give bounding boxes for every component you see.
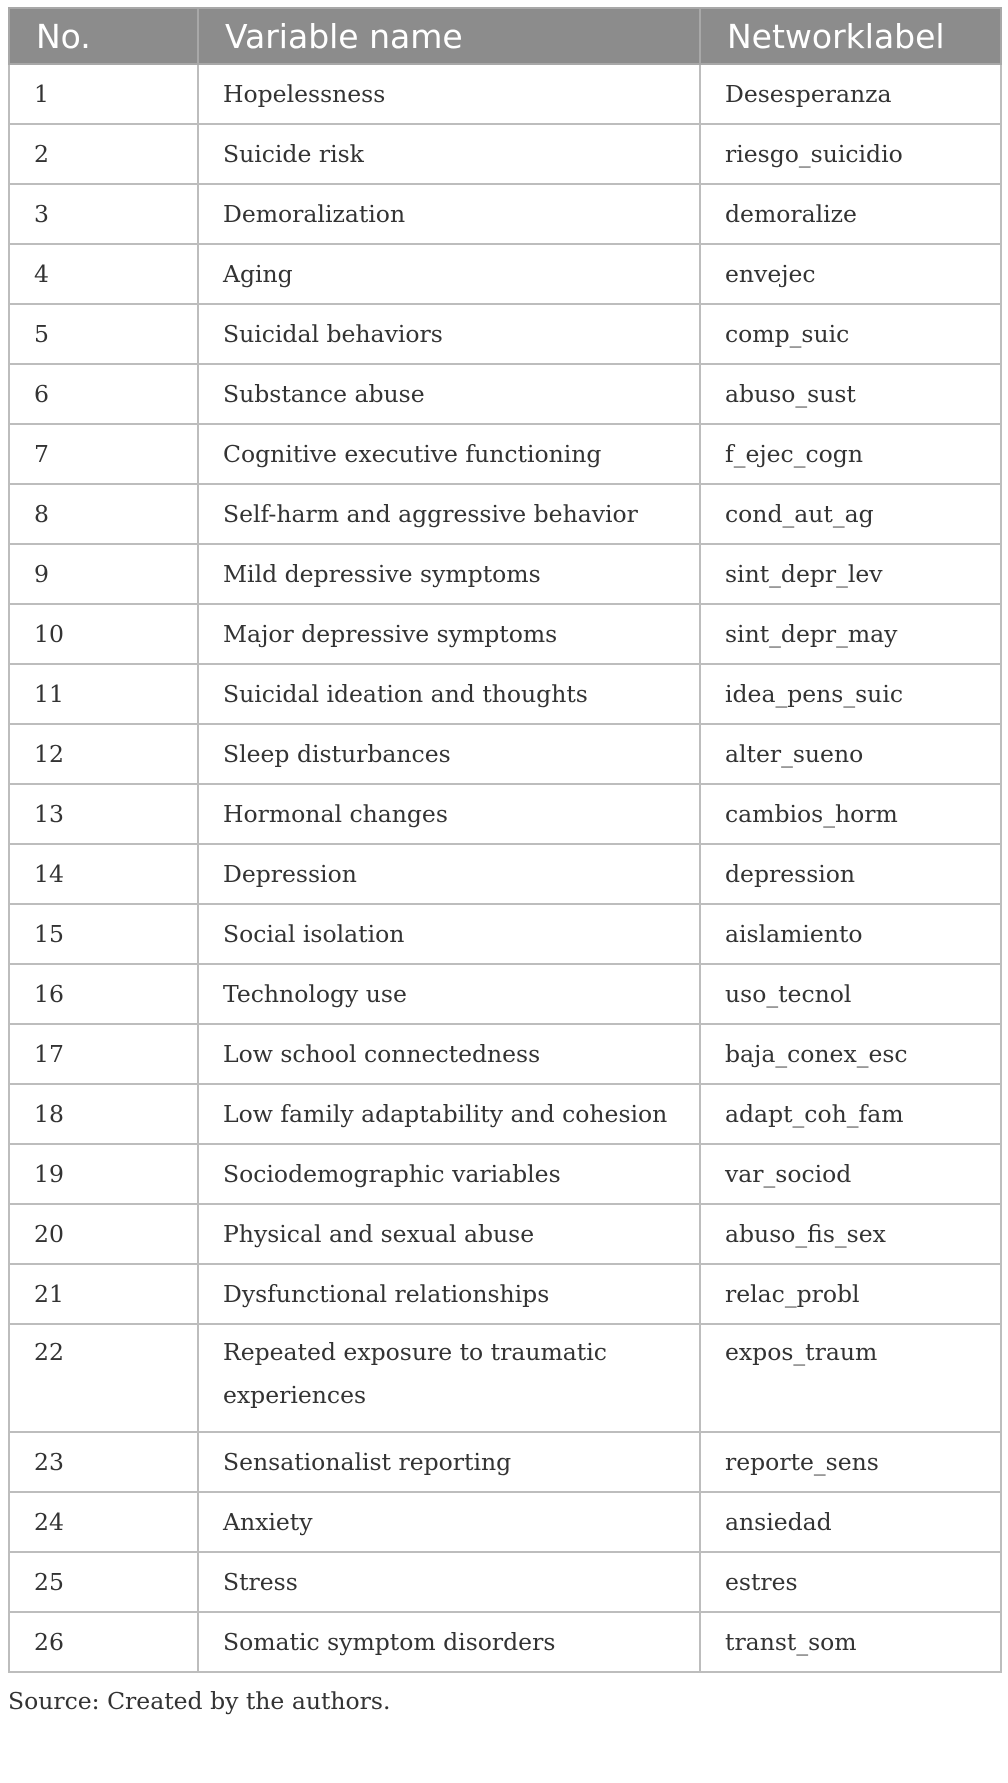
cell-no: 11	[9, 664, 198, 724]
cell-no: 20	[9, 1204, 198, 1264]
table-body	[9, 64, 1001, 1672]
cell-no: 7	[9, 424, 198, 484]
cell-no: 12	[9, 724, 198, 784]
cell-variable-name: Sociodemographic variables	[198, 1144, 700, 1204]
cell-variable-name: Suicide risk	[198, 124, 700, 184]
table-row	[9, 784, 1001, 844]
cell-no: 16	[9, 964, 198, 1024]
cell-no: 13	[9, 784, 198, 844]
cell-no: 21	[9, 1264, 198, 1324]
cell-no: 4	[9, 244, 198, 304]
cell-network-label: relac_probl	[700, 1264, 1001, 1324]
cell-variable-name: Sleep disturbances	[198, 724, 700, 784]
cell-no: 24	[9, 1492, 198, 1552]
cell-variable-name: Physical and sexual abuse	[198, 1204, 700, 1264]
table-row	[9, 724, 1001, 784]
table-row	[9, 1024, 1001, 1084]
table-row	[9, 184, 1001, 244]
cell-network-label: f_ejec_cogn	[700, 424, 1001, 484]
cell-variable-name: Self-harm and aggressive behavior	[198, 484, 700, 544]
cell-variable-name: Cognitive executive functioning	[198, 424, 700, 484]
cell-no: 15	[9, 904, 198, 964]
cell-network-label: estres	[700, 1552, 1001, 1612]
table-row	[9, 1552, 1001, 1612]
cell-variable-name: Demoralization	[198, 184, 700, 244]
cell-network-label: baja_conex_esc	[700, 1024, 1001, 1084]
cell-network-label: ansiedad	[700, 1492, 1001, 1552]
cell-no: 2	[9, 124, 198, 184]
cell-no: 6	[9, 364, 198, 424]
cell-variable-name: Substance abuse	[198, 364, 700, 424]
table-row	[9, 544, 1001, 604]
table-row	[9, 664, 1001, 724]
cell-network-label: abuso_fis_sex	[700, 1204, 1001, 1264]
cell-variable-name: Technology use	[198, 964, 700, 1024]
cell-network-label: demoralize	[700, 184, 1001, 244]
cell-no: 18	[9, 1084, 198, 1144]
source-note: Source: Created by the authors.	[8, 1687, 391, 1715]
table-row	[9, 1612, 1001, 1672]
cell-no: 25	[9, 1552, 198, 1612]
table-row	[9, 64, 1001, 124]
table-row	[9, 1324, 1001, 1432]
cell-network-label: adapt_coh_fam	[700, 1084, 1001, 1144]
table-row	[9, 1492, 1001, 1552]
cell-network-label: aislamiento	[700, 904, 1001, 964]
cell-no: 22	[9, 1324, 198, 1432]
table-row	[9, 1264, 1001, 1324]
variables-table	[8, 7, 1002, 1673]
cell-no: 14	[9, 844, 198, 904]
cell-network-label: sint_depr_may	[700, 604, 1001, 664]
cell-network-label: expos_traum	[700, 1324, 1001, 1432]
cell-variable-name: Low family adaptability and cohesion	[198, 1084, 700, 1144]
cell-variable-name: Social isolation	[198, 904, 700, 964]
cell-variable-name: Anxiety	[198, 1492, 700, 1552]
cell-variable-name: Somatic symptom disorders	[198, 1612, 700, 1672]
table-row	[9, 1432, 1001, 1492]
cell-variable-name: Dysfunctional relationships	[198, 1264, 700, 1324]
cell-no: 26	[9, 1612, 198, 1672]
cell-no: 8	[9, 484, 198, 544]
header-no: No.	[9, 8, 198, 64]
table-row	[9, 1084, 1001, 1144]
cell-network-label: idea_pens_suic	[700, 664, 1001, 724]
cell-network-label: depression	[700, 844, 1001, 904]
header-variable-name: Variable name	[198, 8, 700, 64]
cell-network-label: sint_depr_lev	[700, 544, 1001, 604]
cell-network-label: comp_suic	[700, 304, 1001, 364]
cell-variable-name: Aging	[198, 244, 700, 304]
cell-variable-name: Low school connectedness	[198, 1024, 700, 1084]
cell-network-label: reporte_sens	[700, 1432, 1001, 1492]
cell-no: 19	[9, 1144, 198, 1204]
cell-no: 17	[9, 1024, 198, 1084]
cell-network-label: var_sociod	[700, 1144, 1001, 1204]
cell-variable-name: Stress	[198, 1552, 700, 1612]
cell-network-label: Desesperanza	[700, 64, 1001, 124]
cell-variable-name: Sensationalist reporting	[198, 1432, 700, 1492]
table-row	[9, 604, 1001, 664]
cell-network-label: transt_som	[700, 1612, 1001, 1672]
header-row	[9, 8, 1001, 64]
cell-variable-name: Hopelessness	[198, 64, 700, 124]
header-network-label: Networklabel	[700, 8, 1001, 64]
cell-no: 23	[9, 1432, 198, 1492]
table-row	[9, 484, 1001, 544]
cell-no: 5	[9, 304, 198, 364]
cell-network-label: cambios_horm	[700, 784, 1001, 844]
cell-network-label: cond_aut_ag	[700, 484, 1001, 544]
cell-network-label: riesgo_suicidio	[700, 124, 1001, 184]
cell-variable-name: Repeated exposure to traumatic experiences	[198, 1324, 700, 1432]
document-page	[8, 7, 1000, 1715]
table-row	[9, 244, 1001, 304]
cell-network-label: abuso_sust	[700, 364, 1001, 424]
table-header	[9, 8, 1001, 64]
table-row	[9, 124, 1001, 184]
cell-variable-name: Suicidal behaviors	[198, 304, 700, 364]
table-row	[9, 1144, 1001, 1204]
cell-variable-name: Depression	[198, 844, 700, 904]
cell-network-label: alter_sueno	[700, 724, 1001, 784]
cell-variable-name: Mild depressive symptoms	[198, 544, 700, 604]
cell-variable-name: Suicidal ideation and thoughts	[198, 664, 700, 724]
table-row	[9, 1204, 1001, 1264]
table-row	[9, 904, 1001, 964]
table-row	[9, 844, 1001, 904]
cell-no: 3	[9, 184, 198, 244]
table-row	[9, 424, 1001, 484]
cell-no: 10	[9, 604, 198, 664]
cell-variable-name: Hormonal changes	[198, 784, 700, 844]
cell-network-label: envejec	[700, 244, 1001, 304]
table-row	[9, 364, 1001, 424]
cell-no: 1	[9, 64, 198, 124]
cell-no: 9	[9, 544, 198, 604]
cell-variable-name: Major depressive symptoms	[198, 604, 700, 664]
cell-network-label: uso_tecnol	[700, 964, 1001, 1024]
table-row	[9, 304, 1001, 364]
table-row	[9, 964, 1001, 1024]
